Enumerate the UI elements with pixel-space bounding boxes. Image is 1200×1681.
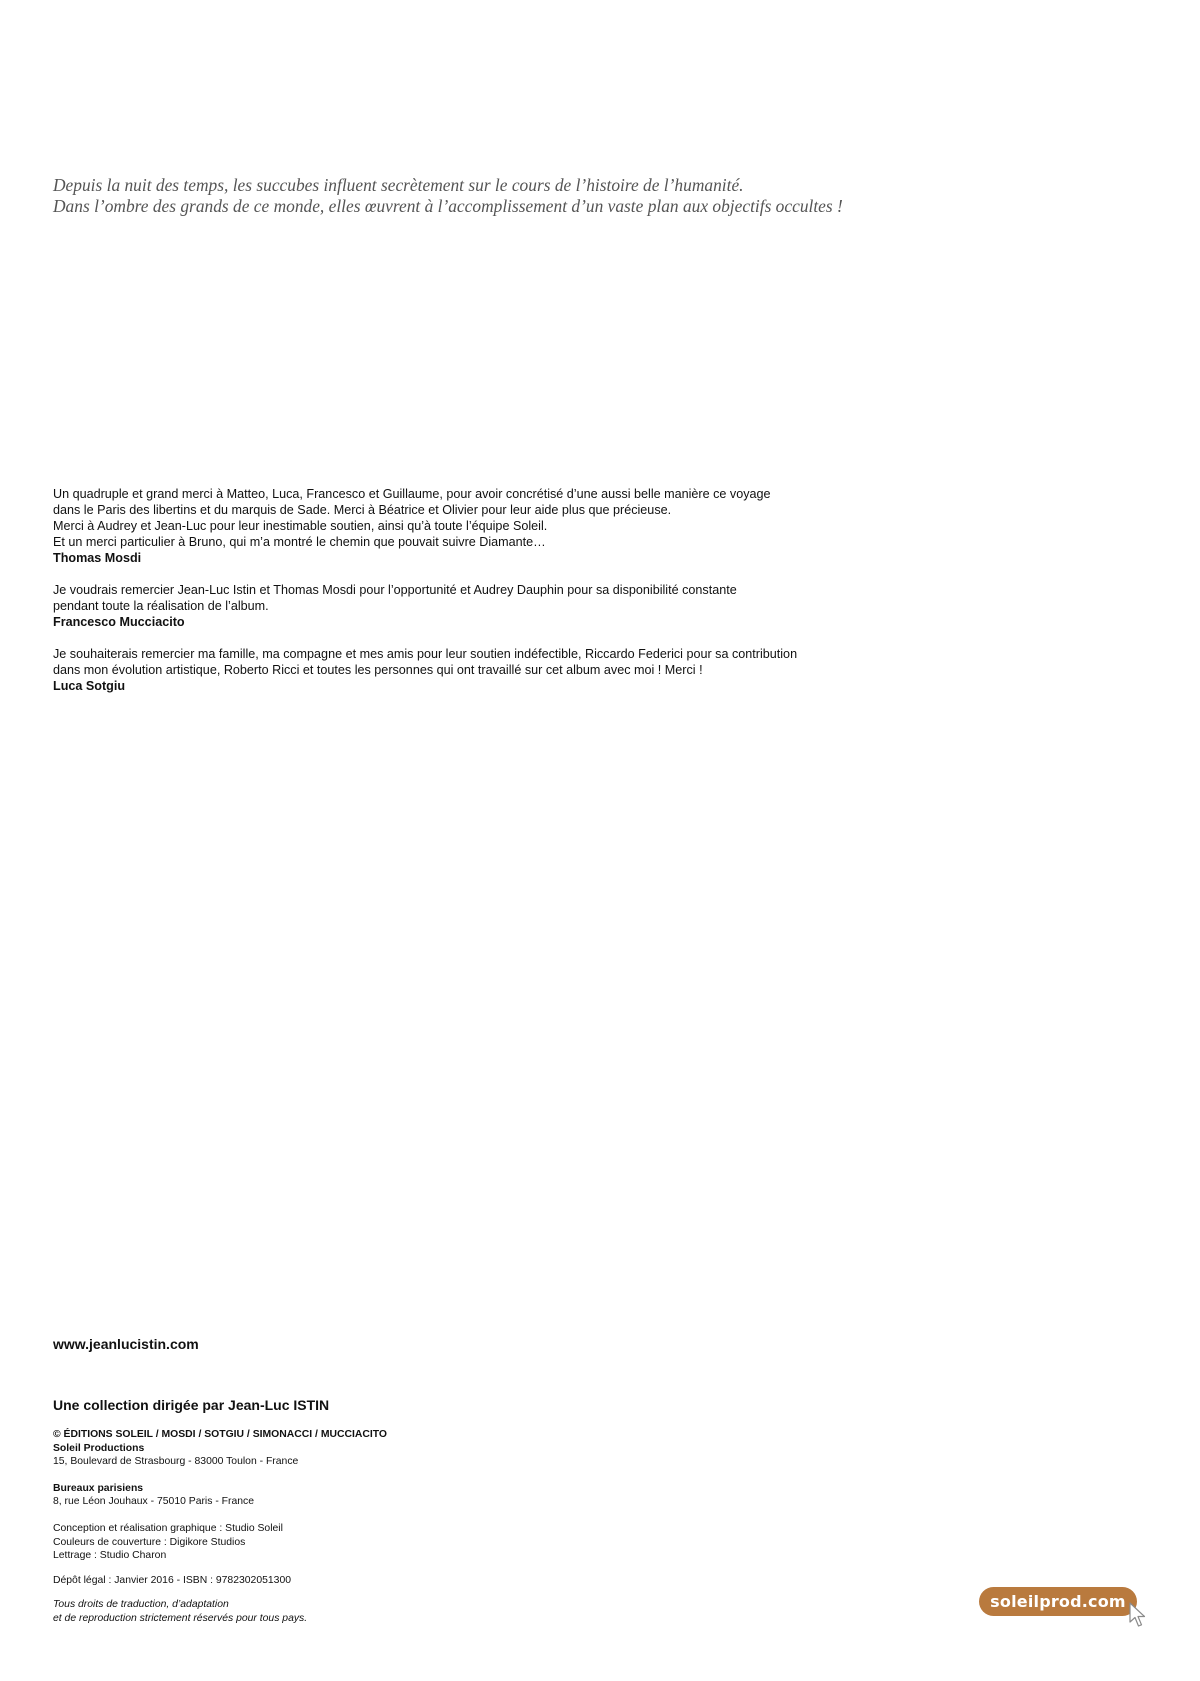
publisher-name: Soleil Productions: [53, 1442, 145, 1454]
rights-line: Tous droits de traduction, d’adaptation: [53, 1599, 229, 1611]
ack-line: pendant toute la réalisation de l’album.: [53, 599, 269, 613]
publisher-website-badge[interactable]: soleilprod.com: [979, 1587, 1137, 1616]
intro-line: Dans l’ombre des grands de ce monde, elles œuvrent à l’accomplissement d’un vaste plan aux objectifs occultes !: [53, 196, 843, 216]
ack-line: Je voudrais remercier Jean-Luc Istin et Thomas Mosdi pour l’opportunité et Audrey Dauphin pour sa disponibilité constante: [53, 583, 737, 597]
ack-line: Merci à Audrey et Jean-Luc pour leur inestimable soutien, ainsi qu’à toute l’équipe Soleil.: [53, 519, 548, 533]
paris-office-address: 8, rue Léon Jouhaux - 75010 Paris - France: [53, 1496, 255, 1508]
ack-signature: Luca Sotgiu: [53, 679, 126, 693]
ack-line: Un quadruple et grand merci à Matteo, Luca, Francesco et Guillaume, pour avoir concrétisé d’une aussi belle manière ce voyage: [53, 487, 771, 501]
intro-text: [53, 175, 1053, 217]
credit-line: Lettrage : Studio Charon: [53, 1550, 167, 1562]
copyright-line: © ÉDITIONS SOLEIL / MOSDI / SOTGIU / SIMONACCI / MUCCIACITO: [53, 1429, 388, 1440]
ack-line: Et un merci particulier à Bruno, qui m’a montré le chemin que pouvait suivre Diamante…: [53, 535, 546, 549]
collection-credit: Une collection dirigée par Jean-Luc ISTIN: [53, 1397, 330, 1413]
acknowledgements: [53, 486, 1053, 694]
credit-line: Couleurs de couverture : Digikore Studios: [53, 1536, 246, 1548]
intro-line: Depuis la nuit des temps, les succubes influent secrètement sur le cours de l’histoire de l’humanité.: [53, 175, 744, 195]
ack-line: dans mon évolution artistique, Roberto Ricci et toutes les personnes qui ont travaillé sur cet album avec moi ! Merci !: [53, 663, 703, 677]
cursor-arrow-icon: [1128, 1602, 1148, 1630]
ack-line: Je souhaiterais remercier ma famille, ma compagne et mes amis pour leur soutien indéfectible, Riccardo Federici pour sa contribution: [53, 647, 798, 661]
ack-signature: Francesco Mucciacito: [53, 615, 185, 629]
legal-deposit: Dépôt légal : Janvier 2016 - ISBN : 9782302051300: [53, 1574, 291, 1586]
credit-line: Conception et réalisation graphique : Studio Soleil: [53, 1522, 283, 1534]
ack-signature: Thomas Mosdi: [53, 551, 142, 565]
website-link[interactable]: www.jeanlucistin.com: [53, 1336, 199, 1352]
rights-line: et de reproduction strictement réservés pour tous pays.: [53, 1612, 308, 1624]
publisher-address: 15, Boulevard de Strasbourg - 83000 Toulon - France: [53, 1456, 299, 1468]
legal-notice: [53, 1428, 753, 1626]
ack-line: dans le Paris des libertins et du marquis de Sade. Merci à Béatrice et Olivier pour leur aide plus que précieuse.: [53, 503, 672, 517]
paris-office-title: Bureaux parisiens: [53, 1482, 144, 1494]
